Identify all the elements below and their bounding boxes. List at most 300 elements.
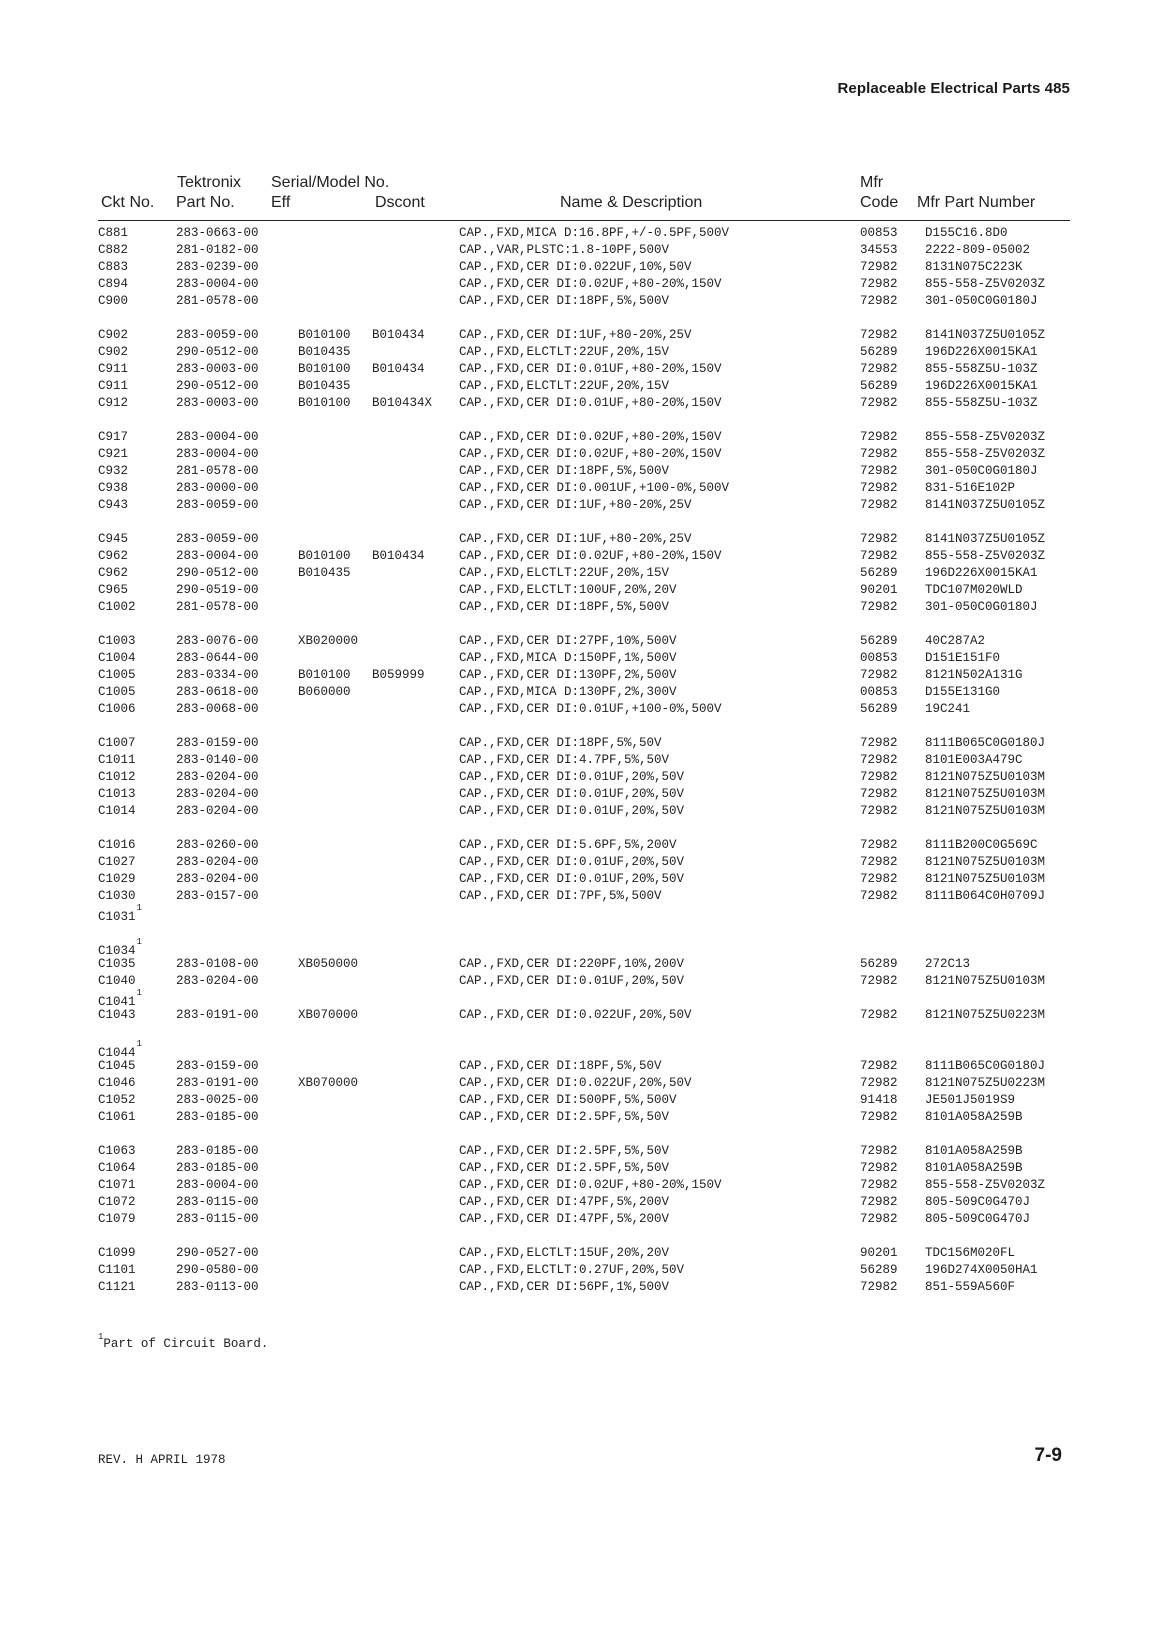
name-description-text: CAP.,FXD,MICA D:16.8PF,+/-0.5PF,500V [459,226,730,240]
tektronix-part-no-text: 283-0159-00 [176,736,259,750]
mfr-part-number-text: 8101A058A259B [925,1110,1023,1124]
mfr-code-text: 72982 [860,481,898,495]
tektronix-part-no-text: 283-0334-00 [176,668,259,682]
table-row [0,837,1156,854]
name-description [459,837,677,854]
mfr-part-number-text: 8101E003A479C [925,753,1023,767]
tektronix-part-no-text: 283-0113-00 [176,1280,259,1294]
ckt-no-text: C1014 [98,804,136,818]
ckt-no [98,395,128,412]
ckt-no [98,905,142,926]
tektronix-part-no-text: 283-0204-00 [176,855,259,869]
name-description-text: CAP.,FXD,MICA D:130PF,2%,300V [459,685,677,699]
ckt-no-text: C921 [98,447,129,461]
mfr-code [860,1211,898,1228]
ckt-no-text: C1079 [98,1212,136,1226]
header-tektronix-part-no [176,173,241,213]
serial-eff [298,633,358,650]
mfr-code-text: 72982 [860,1008,898,1022]
name-description-text: CAP.,FXD,CER DI:7PF,5%,500V [459,889,662,903]
mfr-part-number-text: 8121N075Z5U0103M [925,855,1046,869]
tektronix-part-no-text: 283-0068-00 [176,702,259,716]
ckt-no-text: C965 [98,583,129,597]
ckt-no-text: C902 [98,345,129,359]
header-mfr-code [860,173,898,213]
mfr-code [860,276,898,293]
tektronix-part-no-text: 290-0512-00 [176,566,259,580]
mfr-code [860,565,898,582]
group-spacer [0,1024,1156,1041]
table-row [0,735,1156,752]
name-description-text: CAP.,FXD,CER DI:0.01UF,20%,50V [459,770,685,784]
table-row [0,1075,1156,1092]
mfr-code [860,786,898,803]
serial-eff-text: B010435 [298,566,351,580]
mfr-code-text: 72982 [860,668,898,682]
serial-dscont-text: B059999 [372,668,425,682]
name-description [459,633,677,650]
mfr-part-number-text: D155E131G0 [925,685,1001,699]
table-row [0,276,1156,293]
mfr-part-number [925,667,1023,684]
ckt-no [98,667,136,684]
mfr-part-number [925,1279,1015,1296]
table-row [0,225,1156,242]
name-description-text: CAP.,FXD,CER DI:2.5PF,5%,50V [459,1110,670,1124]
table-row [0,548,1156,565]
name-description [459,225,729,242]
serial-eff-text: XB020000 [298,634,359,648]
mfr-part-number-text: 855-558-Z5V0203Z [925,549,1046,563]
tektronix-part-no [176,1075,259,1092]
tektronix-part-no [176,1058,259,1075]
mfr-part-number [925,378,1038,395]
mfr-code [860,480,898,497]
mfr-code-text: 72982 [860,549,898,563]
tektronix-part-no-text: 281-0182-00 [176,243,259,257]
mfr-part-number [925,582,1023,599]
table-row [0,1194,1156,1211]
tektronix-part-no-text: 283-0191-00 [176,1008,259,1022]
tektronix-part-no [176,378,259,395]
table-row [0,752,1156,769]
name-description [459,650,677,667]
tektronix-part-no-text: 283-0004-00 [176,430,259,444]
tektronix-part-no [176,225,259,242]
header-tektronix-line2: Part No. [176,194,235,211]
footnote-marker: 1 [98,1332,104,1342]
name-description-text: CAP.,FXD,CER DI:2.5PF,5%,50V [459,1144,670,1158]
ckt-no-text: C911 [98,362,129,376]
mfr-part-number-text: 301-050C0G0180J [925,294,1038,308]
running-title: Replaceable Electrical Parts 485 [837,80,1070,97]
header-dscont: Dscont [375,194,425,211]
name-description [459,446,722,463]
tektronix-part-no [176,1092,259,1109]
ckt-no-text: C962 [98,566,129,580]
name-description-text: CAP.,FXD,CER DI:0.02UF,+80-20%,150V [459,549,722,563]
table-row [0,565,1156,582]
parts-list [0,225,1156,1296]
tektronix-part-no [176,633,259,650]
mfr-part-number [925,1211,1030,1228]
name-description [459,973,684,990]
mfr-part-number-text: 272C13 [925,957,971,971]
table-row [0,854,1156,871]
name-description-text: CAP.,FXD,CER DI:0.01UF,+100-0%,500V [459,702,722,716]
table-row [0,1039,1156,1061]
group-spacer [0,1126,1156,1143]
mfr-part-number [925,1075,1045,1092]
tektronix-part-no [176,599,259,616]
ckt-no [98,242,128,259]
table-row [0,786,1156,803]
mfr-code-text: 72982 [860,787,898,801]
mfr-part-number-text: JE501J5019S9 [925,1093,1016,1107]
ckt-no [98,1092,136,1109]
mfr-code [860,395,898,412]
mfr-code-text: 56289 [860,634,898,648]
mfr-code-text: 00853 [860,226,898,240]
tektronix-part-no [176,327,259,344]
serial-eff [298,344,351,361]
name-description-text: CAP.,FXD,CER DI:0.022UF,10%,50V [459,260,692,274]
name-description [459,684,677,701]
table-row [0,463,1156,480]
tektronix-part-no-text: 283-0618-00 [176,685,259,699]
mfr-part-number [925,837,1038,854]
ckt-no-text: C1043 [98,1008,136,1022]
revision-date: REV. H APRIL 1978 [98,1453,226,1467]
mfr-part-number [925,735,1045,752]
name-description [459,599,669,616]
name-description-text: CAP.,FXD,CER DI:0.022UF,20%,50V [459,1076,692,1090]
mfr-code [860,548,898,565]
mfr-part-number [925,531,1045,548]
mfr-part-number [925,497,1045,514]
mfr-part-number [925,361,1038,378]
mfr-code-text: 72982 [860,260,898,274]
serial-dscont [372,395,432,412]
name-description [459,344,669,361]
name-description [459,1211,669,1228]
name-description [459,429,722,446]
tektronix-part-no [176,531,259,548]
ckt-no [98,378,128,395]
ckt-no-text: C1040 [98,974,136,988]
mfr-part-number [925,871,1045,888]
table-row [0,446,1156,463]
name-description-text: CAP.,FXD,CER DI:47PF,5%,200V [459,1212,670,1226]
ckt-no-text: C894 [98,277,129,291]
table-row [0,361,1156,378]
ckt-no-text: C1005 [98,685,136,699]
mfr-code [860,1245,898,1262]
mfr-code-text: 72982 [860,1195,898,1209]
mfr-part-number [925,327,1045,344]
ckt-no-text: C932 [98,464,129,478]
ckt-no-text: C1064 [98,1161,136,1175]
mfr-part-number-text: 8121N075Z5U0103M [925,804,1046,818]
name-description-text: CAP.,FXD,CER DI:500PF,5%,500V [459,1093,677,1107]
table-row [0,1211,1156,1228]
mfr-part-number-text: 855-558Z5U-103Z [925,362,1038,376]
mfr-code-text: 72982 [860,1212,898,1226]
name-description-text: CAP.,FXD,MICA D:150PF,1%,500V [459,651,677,665]
mfr-part-number-text: 8131N075C223K [925,260,1023,274]
mfr-part-number [925,786,1045,803]
ckt-no-text: C1003 [98,634,136,648]
group-spacer [0,718,1156,735]
ckt-no-text: C1007 [98,736,136,750]
name-description-text: CAP.,FXD,CER DI:47PF,5%,200V [459,1195,670,1209]
table-row [0,344,1156,361]
tektronix-part-no [176,293,259,310]
serial-eff [298,667,351,684]
ckt-no [98,803,136,820]
name-description [459,1160,669,1177]
ckt-no [98,1194,136,1211]
name-description-text: CAP.,FXD,CER DI:0.01UF,+80-20%,150V [459,396,722,410]
mfr-part-number-text: 196D226X0015KA1 [925,379,1038,393]
ckt-no [98,446,128,463]
tektronix-part-no-text: 283-0159-00 [176,1059,259,1073]
tektronix-part-no [176,956,259,973]
ckt-no [98,1245,136,1262]
ckt-no-text: C1004 [98,651,136,665]
mfr-code-text: 72982 [860,328,898,342]
mfr-part-number [925,650,1000,667]
tektronix-part-no-text: 283-0076-00 [176,634,259,648]
tektronix-part-no-text: 283-0108-00 [176,957,259,971]
name-description [459,565,669,582]
tektronix-part-no [176,480,259,497]
name-description [459,378,669,395]
name-description [459,1194,669,1211]
group-spacer [0,1228,1156,1245]
mfr-code [860,803,898,820]
mfr-part-number [925,463,1038,480]
name-description-text: CAP.,FXD,CER DI:18PF,5%,500V [459,294,670,308]
tektronix-part-no-text: 283-0157-00 [176,889,259,903]
mfr-part-number [925,1262,1038,1279]
table-row [0,1245,1156,1262]
tektronix-part-no [176,973,259,990]
mfr-part-number [925,1245,1015,1262]
mfr-code [860,650,898,667]
serial-eff [298,565,351,582]
tektronix-part-no-text: 283-0004-00 [176,447,259,461]
ckt-no-text: C1011 [98,753,136,767]
serial-eff [298,1007,358,1024]
mfr-code-text: 72982 [860,362,898,376]
name-description [459,276,722,293]
ckt-no [98,735,136,752]
mfr-part-number-text: 2222-809-05002 [925,243,1031,257]
mfr-code-text: 72982 [860,753,898,767]
tektronix-part-no-text: 283-0204-00 [176,872,259,886]
name-description-text: CAP.,FXD,CER DI:0.01UF,20%,50V [459,872,685,886]
tektronix-part-no [176,871,259,888]
tektronix-part-no [176,361,259,378]
ckt-no-text: C1045 [98,1059,136,1073]
serial-eff [298,378,351,395]
mfr-part-number [925,429,1045,446]
mfr-code [860,735,898,752]
tektronix-part-no [176,1177,259,1194]
name-description-text: CAP.,FXD,CER DI:0.01UF,+80-20%,150V [459,362,722,376]
mfr-code [860,344,898,361]
mfr-part-number-text: 8111B065C0G0180J [925,736,1046,750]
serial-eff-text: B010435 [298,379,351,393]
ckt-no [98,956,136,973]
tektronix-part-no-text: 290-0512-00 [176,345,259,359]
name-description-text: CAP.,FXD,CER DI:0.02UF,+80-20%,150V [459,1178,722,1192]
tektronix-part-no-text: 283-0185-00 [176,1110,259,1124]
serial-dscont [372,327,425,344]
table-row [0,1092,1156,1109]
serial-eff-text: B010100 [298,549,351,563]
name-description-text: CAP.,FXD,CER DI:4.7PF,5%,50V [459,753,670,767]
tektronix-part-no [176,1245,259,1262]
tektronix-part-no [176,344,259,361]
mfr-code [860,1160,898,1177]
mfr-part-number-text: 8141N037Z5U0105Z [925,328,1046,342]
tektronix-part-no [176,752,259,769]
name-description-text: CAP.,FXD,CER DI:0.02UF,+80-20%,150V [459,430,722,444]
tektronix-part-no-text: 283-0663-00 [176,226,259,240]
mfr-part-number [925,1092,1015,1109]
ckt-no-text: C1041 [98,995,136,1010]
mfr-part-number-text: D155C16.8D0 [925,226,1008,240]
tektronix-part-no [176,786,259,803]
ckt-no [98,1075,136,1092]
table-row [0,429,1156,446]
ckt-no [98,327,128,344]
mfr-part-number-text: 8121N075Z5U0103M [925,770,1046,784]
name-description-text: CAP.,FXD,CER DI:0.01UF,20%,50V [459,787,685,801]
name-description [459,480,729,497]
tektronix-part-no [176,769,259,786]
mfr-code [860,599,898,616]
group-spacer [0,412,1156,429]
mfr-part-number [925,854,1045,871]
mfr-code [860,446,898,463]
serial-eff [298,956,358,973]
mfr-code [860,497,898,514]
ckt-no-text: C902 [98,328,129,342]
mfr-part-number-text: 301-050C0G0180J [925,600,1038,614]
tektronix-part-no-text: 283-0004-00 [176,277,259,291]
footnote-text: Part of Circuit Board. [103,1337,269,1352]
name-description-text: CAP.,FXD,CER DI:1UF,+80-20%,25V [459,532,692,546]
ckt-no [98,1211,136,1228]
table-row [0,871,1156,888]
name-description-text: CAP.,FXD,CER DI:56PF,1%,500V [459,1280,670,1294]
ckt-no-text: C1063 [98,1144,136,1158]
mfr-code [860,1058,898,1075]
ckt-no [98,888,136,905]
mfr-part-number-text: 855-558-Z5V0203Z [925,1178,1046,1192]
tektronix-part-no [176,667,259,684]
table-row [0,1143,1156,1160]
ckt-no-text: C1072 [98,1195,136,1209]
serial-eff-text: B060000 [298,685,351,699]
mfr-code [860,327,898,344]
header-mfr-part-number: Mfr Part Number [917,194,1036,211]
table-row [0,701,1156,718]
tektronix-part-no [176,1194,259,1211]
mfr-part-number-text: 8101A058A259B [925,1161,1023,1175]
mfr-part-number-text: 8111B064C0H0709J [925,889,1046,903]
ckt-no-text: C1061 [98,1110,136,1124]
name-description [459,701,722,718]
ckt-no-text: C1002 [98,600,136,614]
mfr-code-text: 56289 [860,379,898,393]
mfr-part-number [925,684,1000,701]
mfr-code-text: 72982 [860,1161,898,1175]
serial-dscont-text: B010434X [372,396,433,410]
tektronix-part-no [176,837,259,854]
tektronix-part-no [176,548,259,565]
mfr-part-number-text: 8141N037Z5U0105Z [925,532,1046,546]
table-row [0,480,1156,497]
ckt-no [98,463,128,480]
mfr-part-number-text: 805-509C0G470J [925,1195,1031,1209]
header-mfr-line2: Code [860,194,899,211]
tektronix-part-no-text: 283-0025-00 [176,1093,259,1107]
serial-eff-text: XB070000 [298,1008,359,1022]
name-description-text: CAP.,FXD,CER DI:0.02UF,+80-20%,150V [459,277,722,291]
name-description [459,1279,669,1296]
table-row [0,633,1156,650]
mfr-code [860,667,898,684]
mfr-code-text: 72982 [860,1110,898,1124]
mfr-code [860,463,898,480]
group-spacer [0,514,1156,531]
mfr-code [860,973,898,990]
mfr-part-number-text: 8121N075Z5U0103M [925,787,1046,801]
tektronix-part-no-text: 283-0191-00 [176,1076,259,1090]
name-description [459,531,692,548]
mfr-part-number-text: 805-509C0G470J [925,1212,1031,1226]
name-description-text: CAP.,FXD,ELCTLT:0.27UF,20%,50V [459,1263,685,1277]
ckt-no-text: C900 [98,294,129,308]
tektronix-part-no-text: 290-0519-00 [176,583,259,597]
ckt-no [98,293,128,310]
mfr-code [860,1143,898,1160]
name-description [459,752,669,769]
mfr-code [860,769,898,786]
mfr-code [860,259,898,276]
ckt-no-text: C1035 [98,957,136,971]
header-mfr-line1: Mfr [860,174,884,191]
mfr-code-text: 91418 [860,1093,898,1107]
tektronix-part-no-text: 283-0140-00 [176,753,259,767]
mfr-code [860,1109,898,1126]
name-description [459,242,669,259]
serial-eff-text: XB070000 [298,1076,359,1090]
table-row [0,1058,1156,1075]
ckt-no-text: C1016 [98,838,136,852]
tektronix-part-no [176,1211,259,1228]
name-description-text: CAP.,FXD,ELCTLT:22UF,20%,15V [459,345,670,359]
mfr-part-number-text: 8111B200C0G569C [925,838,1038,852]
ckt-no-text: C1034 [98,944,136,959]
ckt-no-text: C1013 [98,787,136,801]
mfr-part-number-text: 301-050C0G0180J [925,464,1038,478]
name-description-text: CAP.,FXD,CER DI:130PF,2%,500V [459,668,677,682]
